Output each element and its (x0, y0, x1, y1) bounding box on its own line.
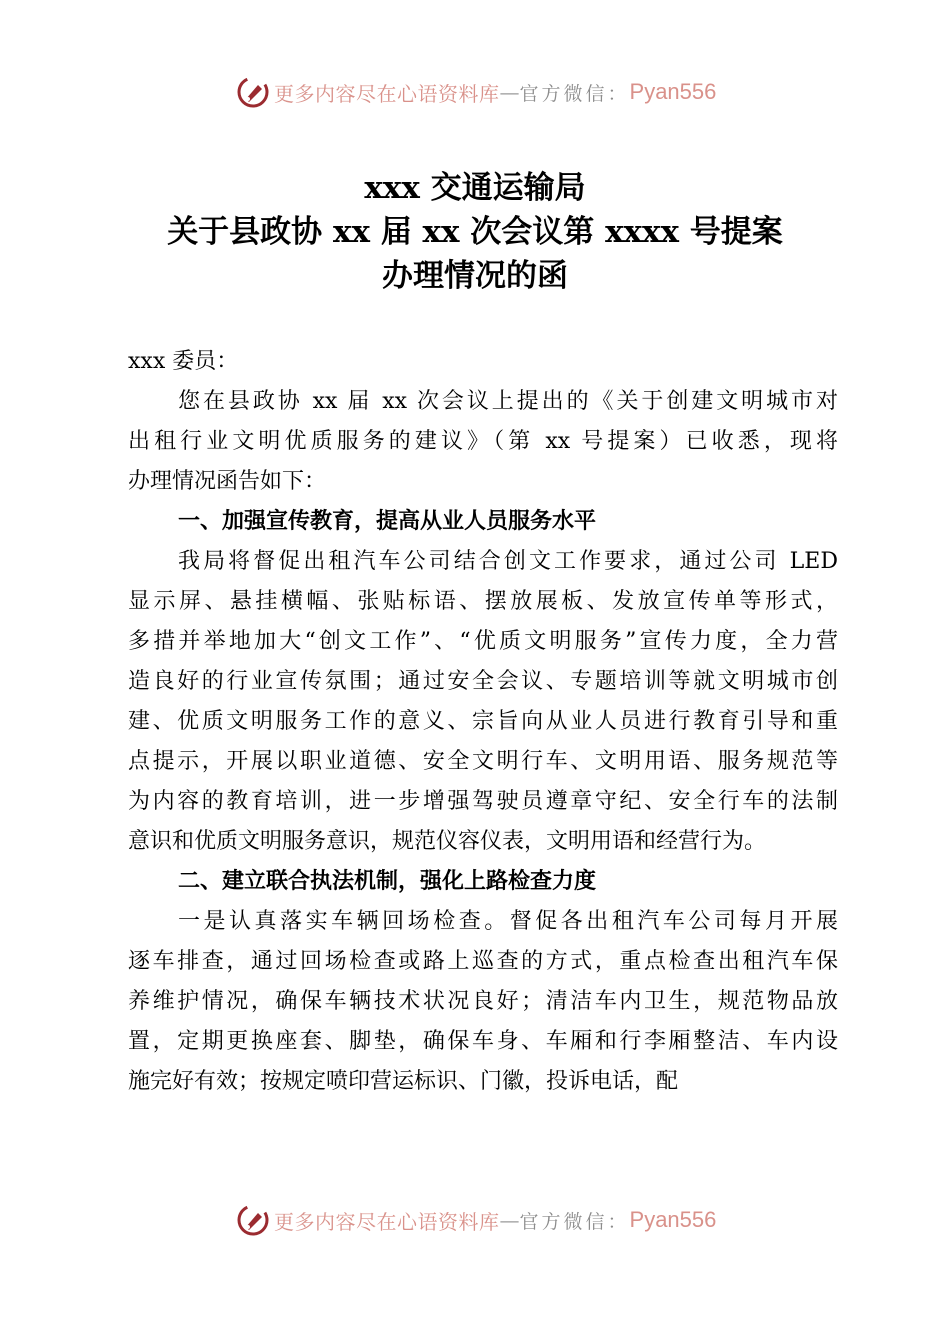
title-line-3: 办理情况的函 (382, 258, 568, 294)
paragraph-line: 一是认真落实车辆回场检查。督促各出租汽车公司每月开展 (178, 909, 838, 934)
watermark-banner-top (236, 72, 716, 112)
paragraph-line: 逐车排查，通过回场检查或路上巡查的方式，重点检查出租汽车保 (128, 949, 838, 974)
watermark-dash: — (499, 1208, 520, 1232)
document-body (128, 342, 838, 1102)
paragraph-line: 多措并举地加大“创文工作”、“优质文明服务”宣传力度，全力营 (128, 629, 838, 654)
paragraph-line: 造良好的行业宣传氛围；通过安全会议、专题培训等就文明城市创 (128, 669, 838, 694)
watermark-dash: — (499, 80, 520, 104)
intro-line: 出租行业文明优质服务的建议》（第 xx 号提案）已收悉，现将 (128, 429, 838, 454)
paragraph-line: 显示屏、悬挂横幅、张贴标语、摆放展板、发放宣传单等形式， (128, 589, 838, 614)
section-heading-1: 一、加强宣传教育，提高从业人员服务水平 (178, 509, 597, 534)
pen-nib-logo-icon (236, 75, 270, 109)
paragraph-line: 点提示，开展以职业道德、安全文明行车、文明用语、服务规范等 (128, 749, 838, 774)
watermark-wechat-id: Pyan556 (629, 79, 717, 104)
salutation: xxx 委员： (128, 349, 239, 374)
watermark-main-text: 更多内容尽在心语资料库 (274, 1209, 500, 1234)
watermark-label: 官方微信： (519, 1210, 630, 1233)
paragraph-line: 意识和优质文明服务意识，规范仪容仪表，文明用语和经营行为。 (128, 829, 767, 854)
watermark-banner-bottom (236, 1200, 716, 1240)
intro-line: 办理情况函告如下： (128, 469, 327, 494)
pen-nib-logo-icon (236, 1203, 270, 1237)
paragraph-line: 养维护情况，确保车辆技术状况良好；清洁车内卫生，规范物品放 (128, 989, 838, 1014)
paragraph-line: 置，定期更换座套、脚垫，确保车身、车厢和行李厢整洁、车内设 (128, 1029, 838, 1054)
watermark-main-text: 更多内容尽在心语资料库 (274, 81, 500, 106)
watermark-label: 官方微信： (519, 82, 630, 105)
title-line-2: 关于县政协 xx 届 xx 次会议第 xxxx 号提案 (167, 214, 783, 250)
title-line-1: xxx 交通运输局 (364, 170, 586, 206)
paragraph-line: 施完好有效；按规定喷印营运标识、门徽，投诉电话，配 (128, 1069, 679, 1094)
paragraph-line: 建、优质文明服务工作的意义、宗旨向从业人员进行教育引导和重 (128, 709, 838, 734)
paragraph-line: 为内容的教育培训，进一步增强驾驶员遵章守纪、安全行车的法制 (128, 789, 838, 814)
intro-line: 您在县政协 xx 届 xx 次会议上提出的《关于创建文明城市对 (178, 389, 838, 414)
watermark-wechat-id: Pyan556 (629, 1207, 717, 1232)
section-heading-2: 二、建立联合执法机制，强化上路检查力度 (178, 869, 597, 894)
document-title (0, 166, 950, 298)
paragraph-line: 我局将督促出租汽车公司结合创文工作要求，通过公司 LED (178, 549, 838, 574)
